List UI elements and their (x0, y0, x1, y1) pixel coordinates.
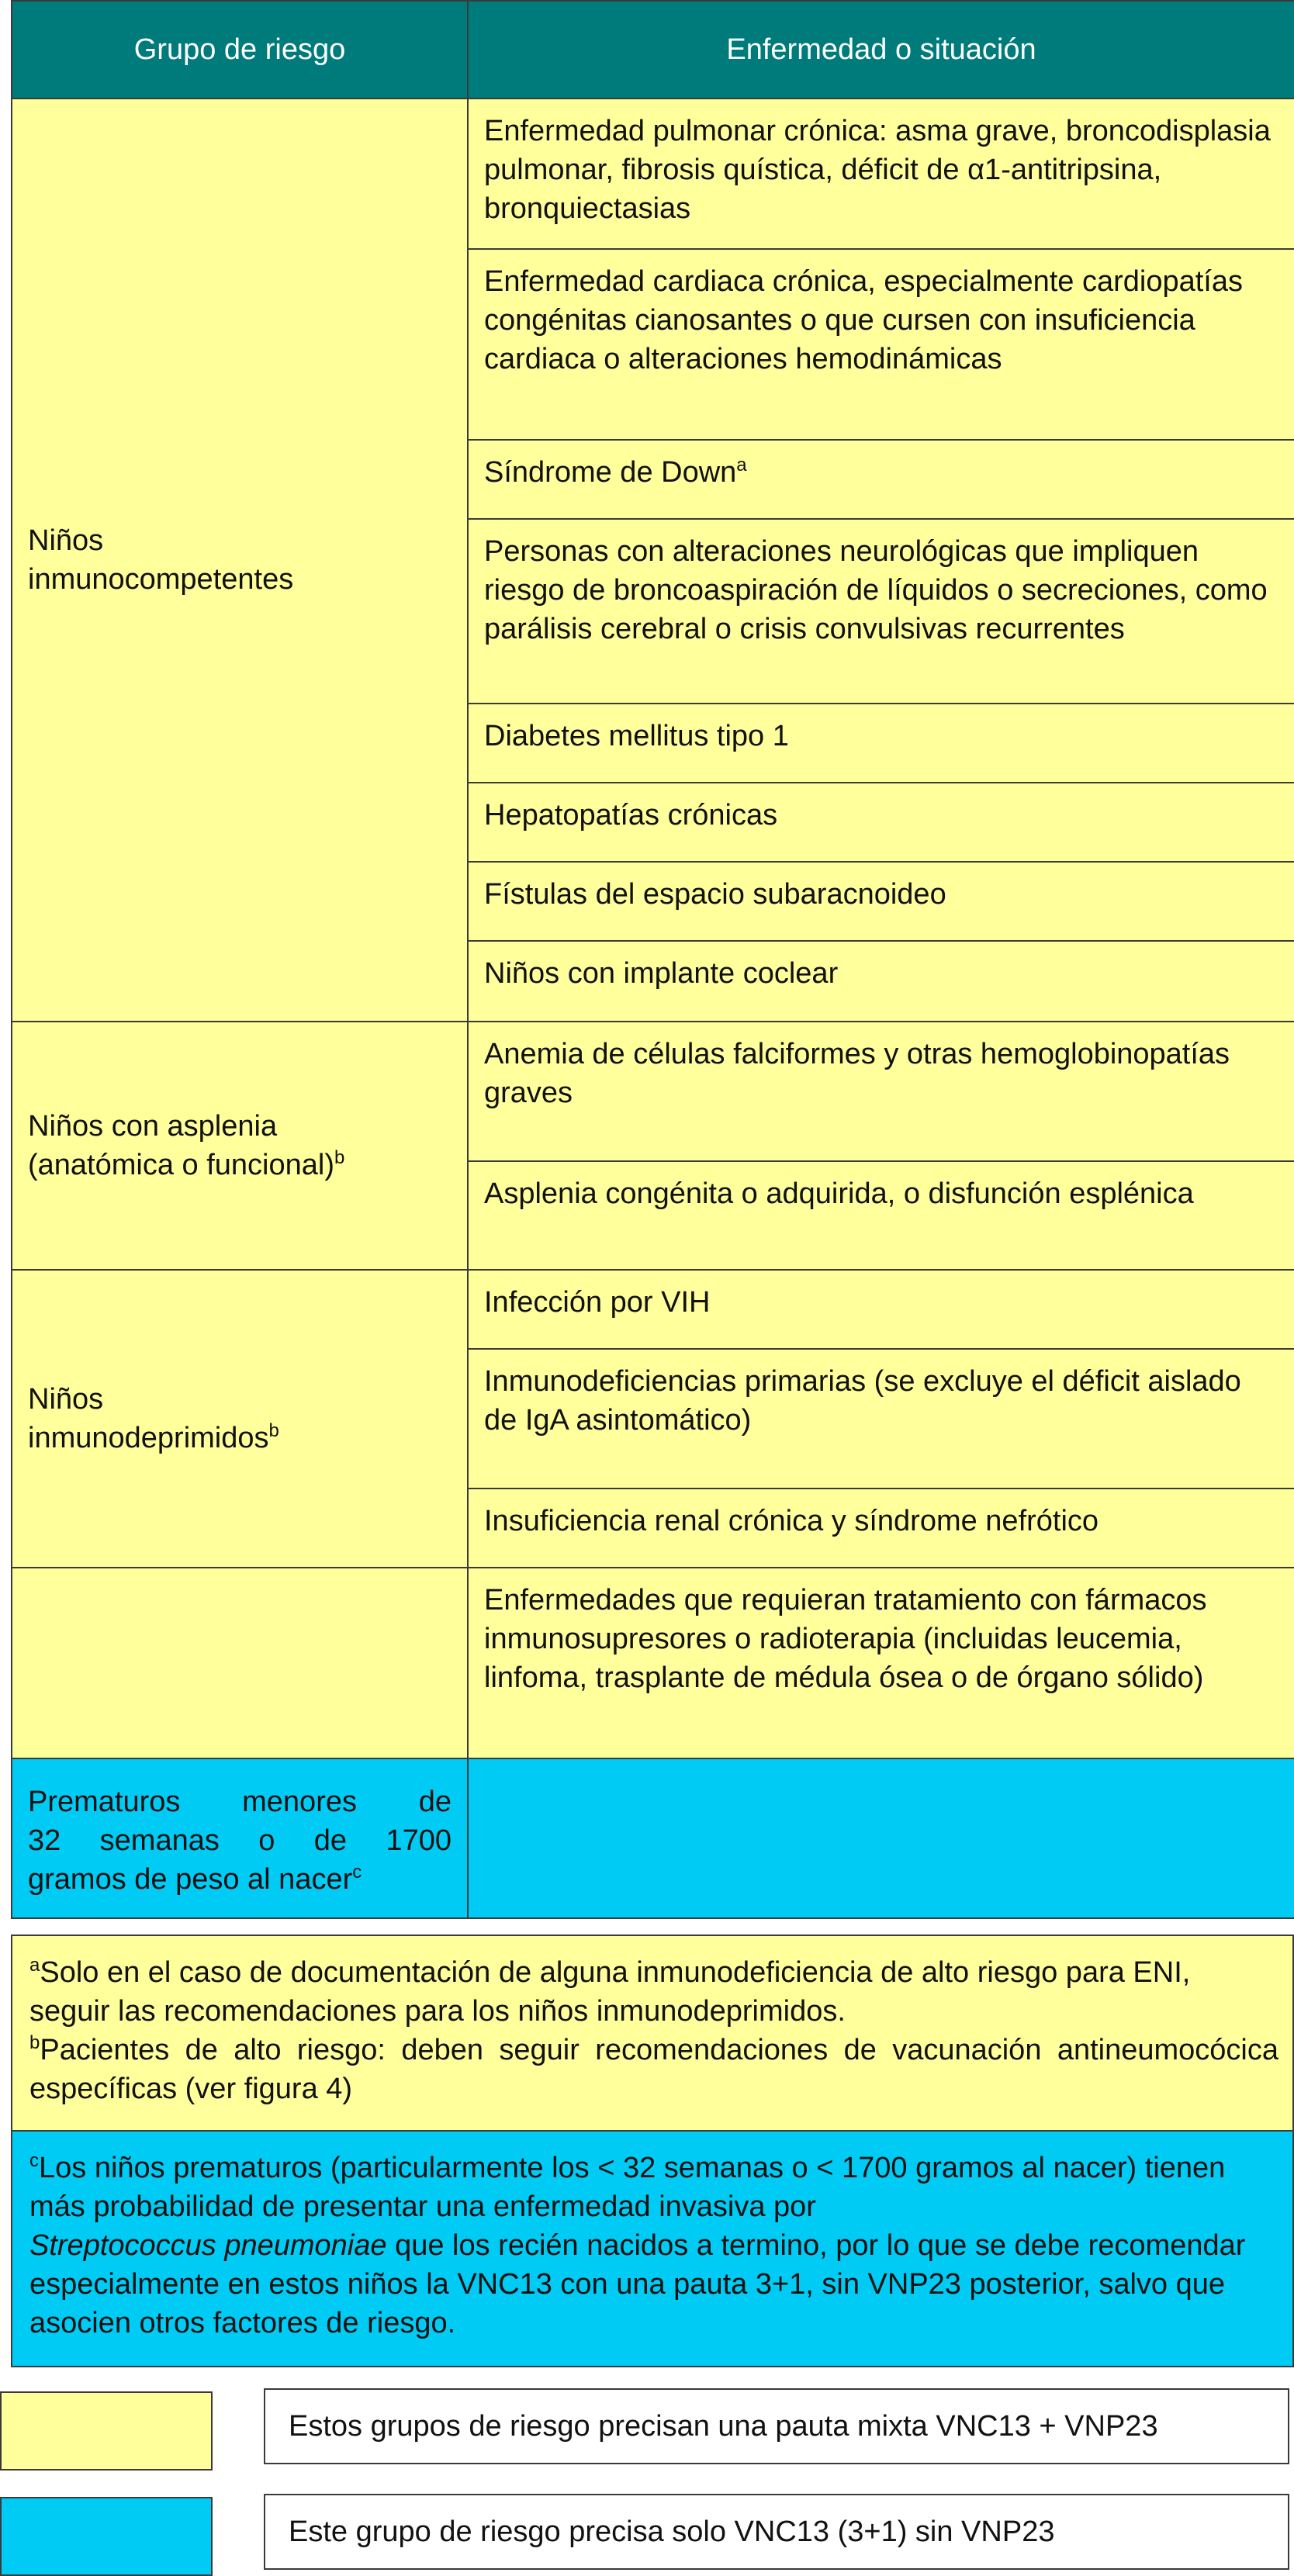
group-label: 32 semanas o de 1700 (28, 1824, 452, 1857)
condition-cell: Insuficiencia renal crónica y síndrome nefrótico (468, 1489, 1294, 1568)
group-cell-empty (12, 1568, 468, 1758)
condition-cell: Anemia de células falciformes y otras hemoglobinopatías graves (468, 1022, 1294, 1161)
table-row (12, 99, 1294, 249)
footnote-b (29, 2031, 1278, 2108)
table-row (12, 1270, 1294, 1349)
condition-cell: Diabetes mellitus tipo 1 (468, 704, 1294, 783)
footnote-marker: a (29, 1955, 40, 1976)
header-group: Grupo de riesgo (12, 1, 468, 99)
group-cell-asplenia (12, 1022, 468, 1270)
footnote-c-species: Streptococcus pneumoniae (29, 2229, 387, 2262)
footnote-b-text: Pacientes de alto riesgo: deben seguir recomendaciones de vacunación antineumocócica específicas (ver figura 4) (29, 2034, 1278, 2105)
condition-cell: Enfermedades que requieran tratamiento con fármacos inmunosupresores o radioterapia (incluidas leucemia, linfoma, trasplante de médula ósea o de órgano sólido) (468, 1568, 1294, 1758)
group-cell-inmunodeprimidos (12, 1270, 468, 1568)
condition-cell: Hepatopatías crónicas (468, 783, 1294, 862)
group-label: Niños (28, 1383, 104, 1416)
group-label: Niños con asplenia (28, 1110, 278, 1143)
condition-cell: Niños con implante coclear (468, 941, 1294, 1022)
condition-cell: Enfermedad pulmonar crónica: asma grave, broncodisplasia pulmonar, fibrosis quística, déficit de α1-antitripsina, bronquiectasias (468, 99, 1294, 249)
footnote-c-text-2: que los recién nacidos a termino, por lo que se debe recomendar especialmente en estos niños la VNC13 con una pauta 3+1, sin VNP23 posterior, salvo que asocien otros factores de riesgo. (29, 2229, 1246, 2339)
legend-swatch-blue (0, 2497, 213, 2576)
footnote-marker: b (334, 1147, 345, 1168)
group-label: Prematuros menores de (28, 1786, 452, 1818)
footnote-marker: a (736, 455, 747, 475)
group-label: inmunodeprimidos (28, 1422, 269, 1454)
group-label: Niños (28, 524, 104, 557)
risk-table (11, 0, 1294, 1919)
legend-label-yellow: Estos grupos de riesgo precisan una pauta mixta VNC13 + VNP23 (264, 2388, 1289, 2464)
group-label: inmunocompetentes (28, 563, 294, 596)
footnotes-box (11, 1935, 1294, 2367)
footnote-marker: c (352, 1862, 362, 1883)
legend-label-blue: Este grupo de riesgo precisa solo VNC13 (3+1) sin VNP23 (264, 2494, 1289, 2570)
group-label-last (28, 1860, 452, 1899)
table-header-row (12, 1, 1294, 99)
condition-cell: Personas con alteraciones neurológicas que impliquen riesgo de broncoaspiración de líquidos o secreciones, como parálisis cerebral o crisis convulsivas recurrentes (468, 519, 1294, 704)
table-row (12, 1022, 1294, 1161)
table-row (12, 1568, 1294, 1758)
condition-text: Síndrome de Down (484, 456, 737, 489)
condition-cell: Infección por VIH (468, 1270, 1294, 1349)
condition-cell: Enfermedad cardiaca crónica, especialmente cardiopatías congénitas cianosantes o que cursen con insuficiencia cardiaca o alteraciones hemodinámicas (468, 249, 1294, 440)
group-cell-inmunocompetentes (12, 99, 468, 1022)
condition-cell: Fístulas del espacio subaracnoideo (468, 862, 1294, 941)
footnote-a (29, 1953, 1278, 2031)
group-cell-prematuros (12, 1758, 468, 1918)
condition-cell: Inmunodeficiencias primarias (se excluye el déficit aislado de IgA asintomático) (468, 1349, 1294, 1489)
footnotes-blue (12, 2132, 1292, 2366)
legend-swatch-yellow (0, 2391, 213, 2471)
footnote-a-text: Solo en el caso de documentación de alguna inmunodeficiencia de alto riesgo para ENI, seguir las recomendaciones para los niños inmunodeprimidos. (29, 1956, 1191, 2028)
footnote-marker: b (268, 1420, 279, 1441)
footnote-marker: c (29, 2150, 39, 2171)
group-label: (anatómica o funcional) (28, 1149, 334, 1181)
table-row (12, 1758, 1294, 1918)
footnote-c (29, 2149, 1278, 2343)
footnote-c-text-1: Los niños prematuros (particularmente los < 32 semanas o < 1700 gramos al nacer) tienen más probabilidad de presentar una enfermedad invasiva por (29, 2152, 1226, 2223)
footnotes-yellow (12, 1936, 1292, 2132)
footnote-marker: b (29, 2032, 40, 2053)
condition-cell (468, 440, 1294, 519)
condition-cell: Asplenia congénita o adquirida, o disfunción esplénica (468, 1161, 1294, 1270)
group-label: gramos de peso al nacer (28, 1863, 353, 1896)
header-condition: Enfermedad o situación (468, 1, 1294, 99)
condition-cell-empty (468, 1758, 1294, 1918)
